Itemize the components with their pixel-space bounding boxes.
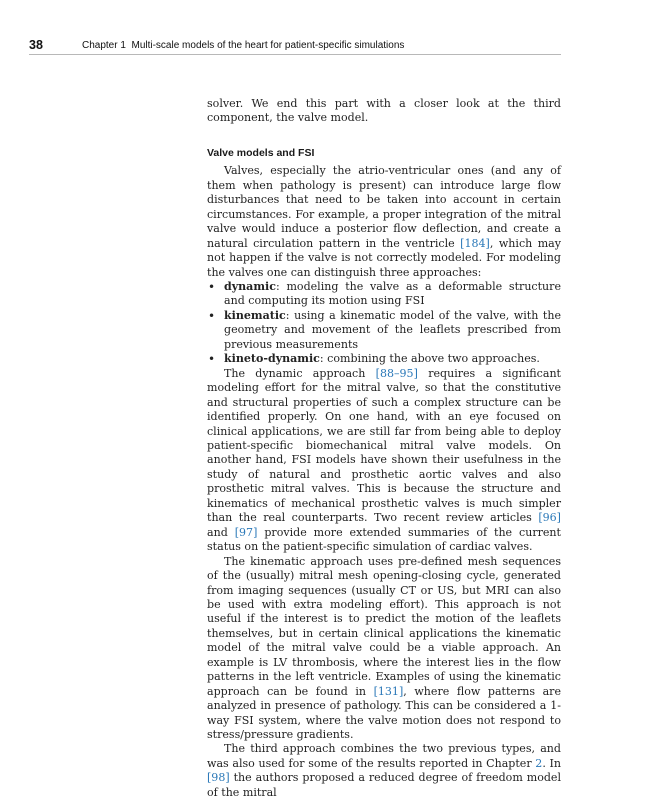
- approaches-list: [207, 280, 561, 367]
- list-item: [207, 352, 561, 366]
- paragraph-3: [207, 367, 561, 555]
- list-term: kinematic: [224, 308, 286, 322]
- para2-text-a: Valves, especially the atrio-ventricular ones (and any of them when pathology is present) can introduce large flow disturbances that need to be taken into account in certain circumstances. For example, a proper integration of the mitral valve would induce a posterior flow deflection, and create a natural circulation pattern in the ventricle: [207, 164, 561, 250]
- section-heading: Valve models and FSI: [207, 146, 315, 159]
- paragraph-4: [207, 555, 561, 743]
- para3-text-b: requires a significant modeling effort for the mitral valve, so that the constitutive and structural properties of such a complex structure can be identified properly. On one hand, with an eye focused on clinical applications, we are still far from being able to deploy patient-specific biomechanical mitral valve models. On another hand, FSI models have shown their usefulness in the study of natural and prosthetic aortic valves and also prosthetic mitral valves. This is because the structure and kinematics of mechanical prosthetic valves is much simpler than the real counterparts. Two recent review articles: [207, 366, 561, 525]
- chapter-title-text: Multi-scale models of the heart for patient-specific simulations: [131, 40, 405, 51]
- para3-text-a: The dynamic approach: [224, 366, 376, 380]
- running-header: [29, 38, 561, 55]
- para2-text-b: , which may not happen if the valve is not correctly modeled. For modeling the valves one can distinguish three approaches:: [207, 236, 561, 279]
- chapter-label: Chapter 1: [82, 40, 126, 51]
- para5-text-a: The third approach combines the two previous types, and was also used for some of the results reported in Chapter: [207, 742, 561, 770]
- list-text: : combining the above two approaches.: [319, 352, 540, 366]
- main-text: [207, 97, 561, 800]
- list-item: [207, 280, 561, 309]
- list-text: : using a kinematic model of the valve, with the geometry and movement of the leaflets prescribed from previous measurements: [224, 308, 561, 351]
- citation-link[interactable]: [184]: [460, 236, 490, 250]
- citation-link[interactable]: [88–95]: [375, 366, 418, 380]
- chapter-ref-link[interactable]: 2: [535, 756, 543, 770]
- citation-link[interactable]: [131]: [373, 684, 404, 698]
- para4-text-b: , where flow patterns are analyzed in presence of pathology. This can be considered a 1-way FSI system, where the valve motion does not respond to stress/pressure gradients.: [207, 684, 561, 742]
- list-term: dynamic: [224, 279, 276, 293]
- citation-link[interactable]: [97]: [234, 525, 258, 539]
- citation-link[interactable]: [98]: [207, 771, 230, 785]
- citation-link[interactable]: [96]: [538, 511, 561, 525]
- list-item: [207, 309, 561, 352]
- list-text: : modeling the valve as a deformable structure and computing its motion using FSI: [224, 279, 561, 308]
- chapter-title: [82, 40, 404, 51]
- paragraph-1: solver. We end this part with a closer look at the third component, the valve model.: [207, 97, 561, 125]
- para4-text-a: The kinematic approach uses pre-defined mesh sequences of the (usually) mitral mesh opening-closing cycle, generated from imaging sequences (usually CT or US, but MRI can also be used with extra modeling effort). This approach is not useful if the interest is to predict the motion of the leaflets themselves, but in certain clinical applications the kinematic model of the mitral valve could be a viable approach. An example is LV thrombosis, where the interest lies in the flow patterns in the left ventricle. Examples of using the kinematic approach can be found in: [207, 554, 561, 698]
- para5-text-c: the authors proposed a reduced degree of freedom model of the mitral: [207, 771, 561, 799]
- list-term: kineto-dynamic: [224, 352, 320, 366]
- para5-text-b: . In: [542, 756, 561, 770]
- para3-text-c: and: [207, 525, 235, 539]
- paragraph-5: [207, 742, 561, 800]
- para3-text-d: provide more extended summaries of the current status on the patient-specific simulation of cardiac valves.: [207, 525, 561, 554]
- page-number: 38: [29, 38, 43, 52]
- paragraph-2: [207, 164, 561, 280]
